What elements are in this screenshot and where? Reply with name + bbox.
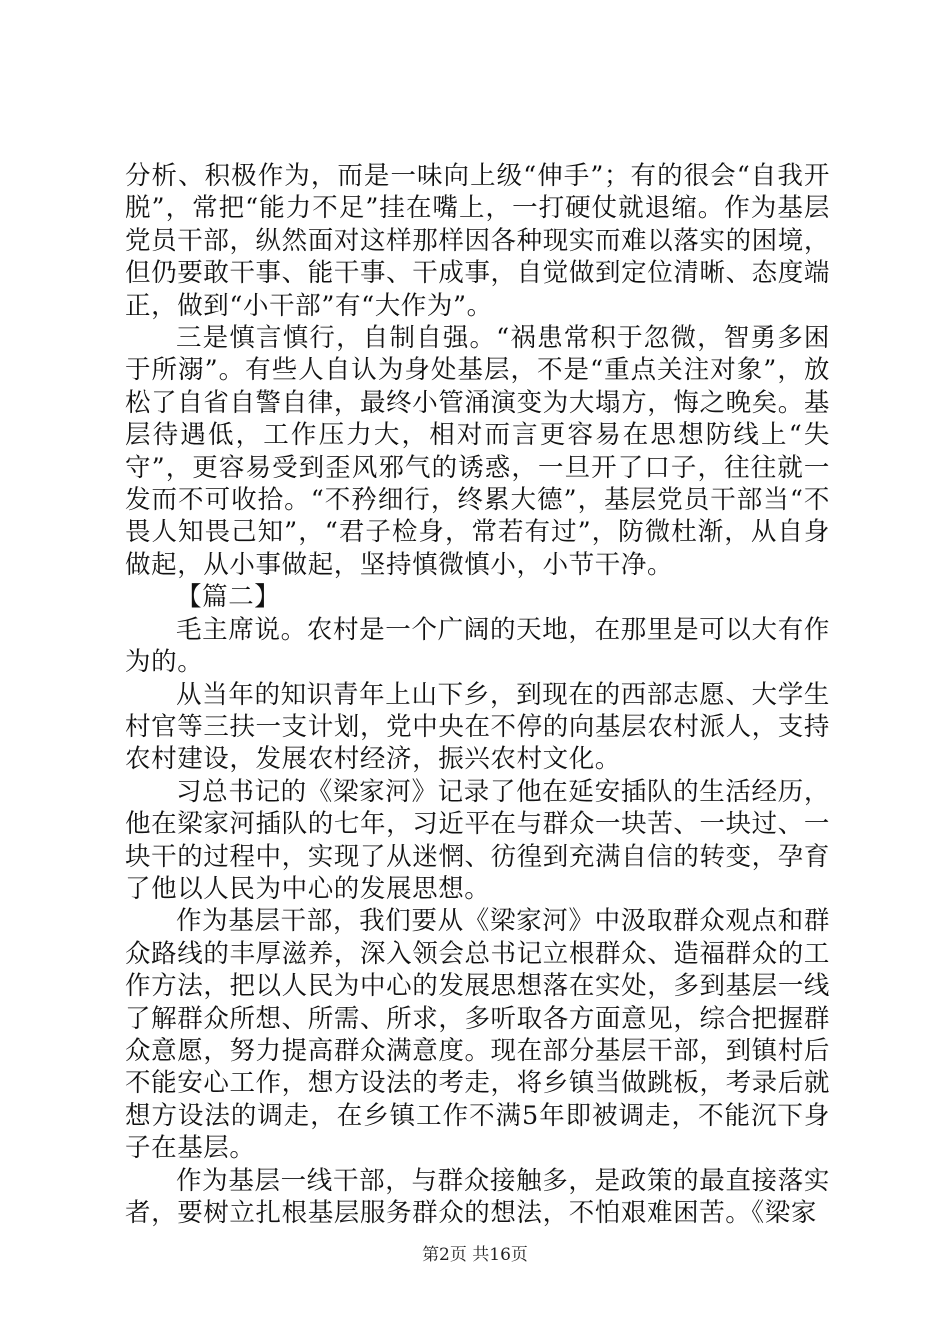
paragraph: 三是慎言慎行，自制自强。“祸患常积于忽微，智勇多困于所溺”。有些人自认为身处基层，不是“重点关注对象”，放松了自省自警自律，最终小管涌演变为大塌方，悔之晚矣。基层待遇低，工作压力大，相对而言更容易在思想防线上“失守”，更容易受到歪风邪气的诱惑，一旦开了口子，往往就一发而不可收拾。“不矜细行，终累大德”，基层党员干部当“不畏人知畏己知”，“君子检身，常若有过”，防微杜渐，从自身做起，从小事做起，坚持慎微慎小，小节干净。 bbox=[125, 323, 830, 580]
paragraph: 分析、积极作为，而是一味向上级“伸手”；有的很会“自我开脱”，常把“能力不足”挂在嘴上，一打硬仗就退缩。作为基层党员干部，纵然面对这样那样因各种现实而难以落实的困境，但仍要敢干事、能干事、干成事，自觉做到定位清晰、态度端正，做到“小干部”有“大作为”。 bbox=[125, 161, 830, 321]
body-text bbox=[125, 160, 830, 1229]
page-footer: 第2页 共16页 bbox=[422, 1245, 528, 1265]
paragraph: 作为基层一线干部，与群众接触多，是政策的最直接落实者，要树立扎根基层服务群众的想法，不怕艰难困苦。《梁家 bbox=[125, 1165, 830, 1228]
paragraph: 毛主席说。农村是一个广阔的天地，在那里是可以大有作为的。 bbox=[125, 614, 830, 678]
paragraph: 习总书记的《梁家河》记录了他在延安插队的生活经历，他在梁家河插队的七年，习近平在与群众一块苦、一块过、一块干的过程中，实现了从迷惘、彷徨到充满自信的转变，孕育了他以人民为中心的发展思想。 bbox=[125, 776, 830, 904]
section-heading: 【篇二】 bbox=[176, 582, 281, 613]
paragraph: 从当年的知识青年上山下乡，到现在的西部志愿、大学生村官等三扶一支计划，党中央在不停的向基层农村派人，支持农村建设，发展农村经济，振兴农村文化。 bbox=[125, 679, 830, 775]
paragraph: 作为基层干部，我们要从《梁家河》中汲取群众观点和群众路线的丰厚滋养，深入领会总书记立根群众、造福群众的工作方法，把以人民为中心的发展思想落在实处，多到基层一线了解群众所想、所需、所求，多听取各方面意见，综合把握群众意愿，努力提高群众满意度。现在部分基层干部，到镇村后不能安心工作，想方设法的考走，将乡镇当做跳板，考录后就想方设法的调走，在乡镇工作不满5年即被调走，不能沉下身子在基层。 bbox=[125, 906, 830, 1164]
